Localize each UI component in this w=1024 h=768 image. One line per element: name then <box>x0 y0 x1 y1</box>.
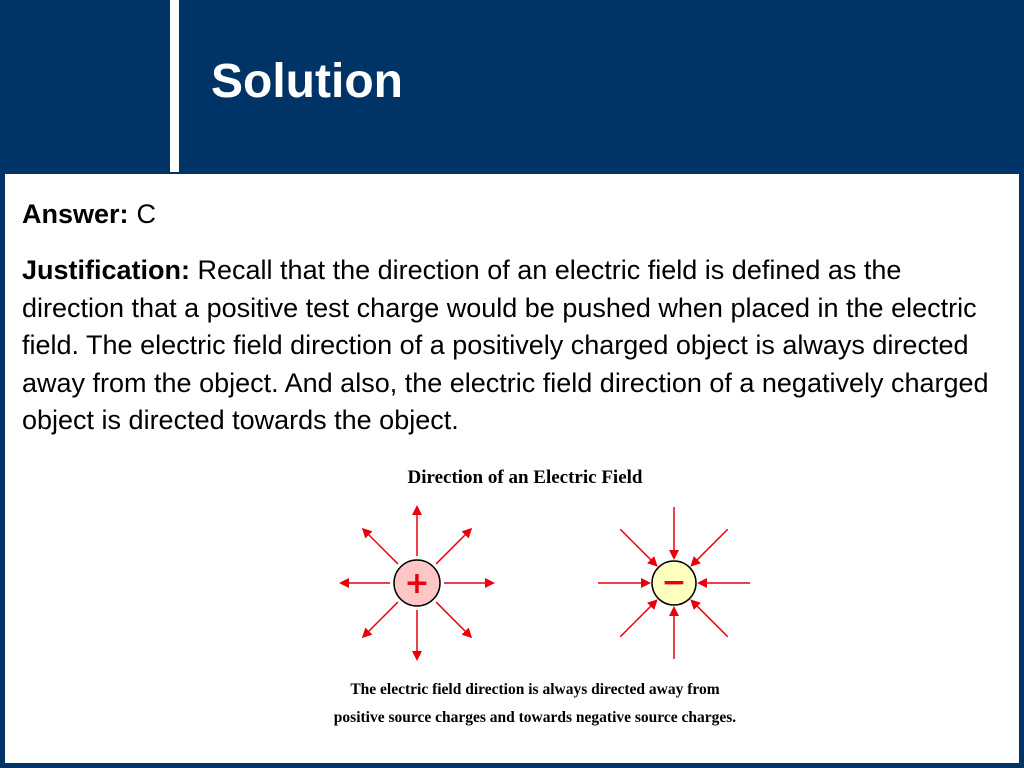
positive-field-arrow <box>363 602 398 637</box>
answer-line <box>22 196 156 232</box>
header-divider <box>170 0 179 172</box>
justification-paragraph <box>22 252 1007 440</box>
justification-label: Justification: <box>22 255 191 285</box>
answer-value: C <box>136 199 157 229</box>
electric-field-diagram <box>295 456 795 731</box>
positive-field-arrow <box>436 602 471 637</box>
negative-field-arrow <box>692 529 728 565</box>
diagram-caption-line-1: The electric field direction is always directed away from <box>350 681 720 698</box>
slide-title: Solution <box>211 55 403 108</box>
negative-sign: − <box>661 565 687 600</box>
justification-text: Recall that the direction of an electric field is defined as the direction that a positive test charge would be pushed when placed in the electric field. The electric field direction of a positively charged object is always directed away from the object. And also, the electric field direction of a negatively charged object is directed towards the object. <box>22 255 989 435</box>
slide-header <box>0 0 1024 172</box>
answer-label: Answer: <box>22 199 129 229</box>
content-panel <box>5 174 1019 763</box>
positive-field-arrow <box>436 529 471 564</box>
positive-sign: + <box>404 566 430 601</box>
negative-field-arrow <box>692 601 728 637</box>
diagram-title: Direction of an Electric Field <box>407 467 643 488</box>
diagram-caption-line-2: positive source charges and towards negative source charges. <box>333 709 737 726</box>
negative-field-arrow <box>620 601 656 637</box>
negative-field-arrow <box>620 529 656 565</box>
positive-field-arrow <box>363 529 398 564</box>
